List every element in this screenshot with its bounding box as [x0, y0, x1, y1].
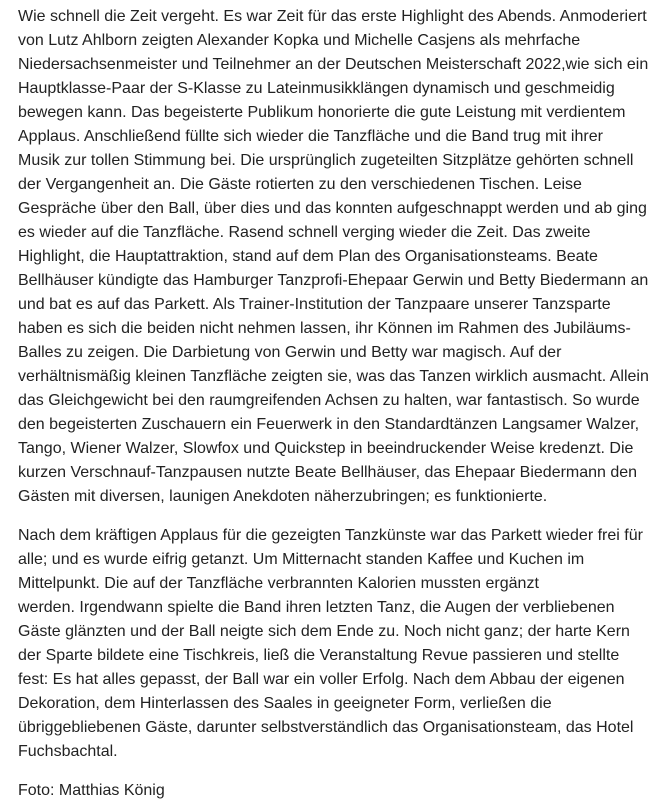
paragraph-line: Fuchsbachtal.: [18, 743, 118, 760]
paragraph-line: bewegen kann. Das begeisterte Publikum honorierte die gute Leistung mit verdientem: [18, 104, 626, 121]
paragraph-line: Musik zur tollen Stimmung bei. Die ursprünglich zugeteilten Sitzplätze gehörten schnell: [18, 152, 634, 169]
paragraph-line: der Vergangenheit an. Die Gäste rotierten zu den verschiedenen Tischen. Leise: [18, 176, 582, 193]
paragraph-line: Balles zu zeigen. Die Darbietung von Gerwin und Betty war magisch. Auf der: [18, 344, 562, 361]
photo-credit: Foto: Matthias König: [18, 782, 165, 799]
article-paragraph-2: [18, 524, 658, 764]
paragraph-line: Nach dem kräftigen Applaus für die gezeigten Tanzkünste war das Parkett wieder frei für: [18, 527, 643, 544]
paragraph-line: haben es sich die beiden nicht nehmen lassen, ihr Können im Rahmen des Jubiläums-: [18, 320, 631, 337]
paragraph-line: Dekoration, dem Hinterlassen des Saales in geeigneter Form, verließen die: [18, 695, 552, 712]
paragraph-line: Bellhäuser kündigte das Hamburger Tanzprofi-Ehepaar Gerwin und Betty Biedermann an: [18, 272, 649, 289]
paragraph-line: fest: Es hat alles gepasst, der Ball war ein voller Erfolg. Nach dem Abbau der eigenen: [18, 671, 625, 688]
paragraph-line: das Gleichgewicht bei den raumgreifenden Achsen zu halten, war fantastisch. So wurde: [18, 392, 640, 409]
paragraph-line: kurzen Verschnauf-Tanzpausen nutzte Beate Bellhäuser, das Ehepaar Biedermann den: [18, 464, 638, 481]
article-paragraph-1: [18, 5, 658, 509]
paragraph-line: der Sparte bildete eine Tischkreis, ließ die Veranstaltung Revue passieren und stellte: [18, 647, 620, 664]
paragraph-line: den begeisterten Zuschauern ein Feuerwerk in den Standardtänzen Langsamer Walzer,: [18, 416, 640, 433]
paragraph-line: es wieder auf die Tanzfläche. Rasend schnell verging wieder die Zeit. Das zweite: [18, 224, 591, 241]
paragraph-line: Mittelpunkt. Die auf der Tanzfläche verbrannten Kalorien mussten ergänzt: [18, 575, 539, 592]
paragraph-line: Applaus. Anschließend füllte sich wieder die Tanzfläche und die Band trug mit ihrer: [18, 128, 603, 145]
paragraph-line: Gästen mit diversen, launigen Anekdoten näherzubringen; es funktionierte.: [18, 488, 548, 505]
article-body: [18, 0, 658, 803]
paragraph-line: von Lutz Ahlborn zeigten Alexander Kopka und Michelle Casjens als mehrfache: [18, 32, 581, 49]
paragraph-line: verhältnismäßig kleinen Tanzfläche zeigten sie, was das Tanzen wirklich ausmacht. Allein: [18, 368, 649, 385]
paragraph-line: Gespräche über den Ball, über dies und das konnten aufgeschnappt werden und ab ging: [18, 200, 647, 217]
paragraph-line: und bat es auf das Parkett. Als Trainer-Institution der Tanzpaare unserer Tanzsparte: [18, 296, 611, 313]
paragraph-line: Tango, Wiener Walzer, Slowfox und Quickstep in beeindruckender Weise kredenzt. Die: [18, 440, 634, 457]
paragraph-line: Wie schnell die Zeit vergeht. Es war Zeit für das erste Highlight des Abends. Anmoderiert: [18, 8, 647, 25]
paragraph-line: übriggebliebenen Gäste, darunter selbstverständlich das Organisationsteam, das Hotel: [18, 719, 634, 736]
paragraph-line: Hauptklasse-Paar der S-Klasse zu Lateinmusikklängen dynamisch und geschmeidig: [18, 80, 615, 97]
paragraph-line: werden. Irgendwann spielte die Band ihren letzten Tanz, die Augen der verbliebenen: [18, 599, 615, 616]
paragraph-line: Niedersachsenmeister und Teilnehmer an der Deutschen Meisterschaft 2022,wie sich ein: [18, 56, 649, 73]
paragraph-line: Gäste glänzten und der Ball neigte sich dem Ende zu. Noch nicht ganz; der harte Kern: [18, 623, 630, 640]
paragraph-line: Highlight, die Hauptattraktion, stand auf dem Plan des Organisationsteams. Beate: [18, 248, 598, 265]
paragraph-line: alle; und es wurde eifrig getanzt. Um Mitternacht standen Kaffee und Kuchen im: [18, 551, 585, 568]
